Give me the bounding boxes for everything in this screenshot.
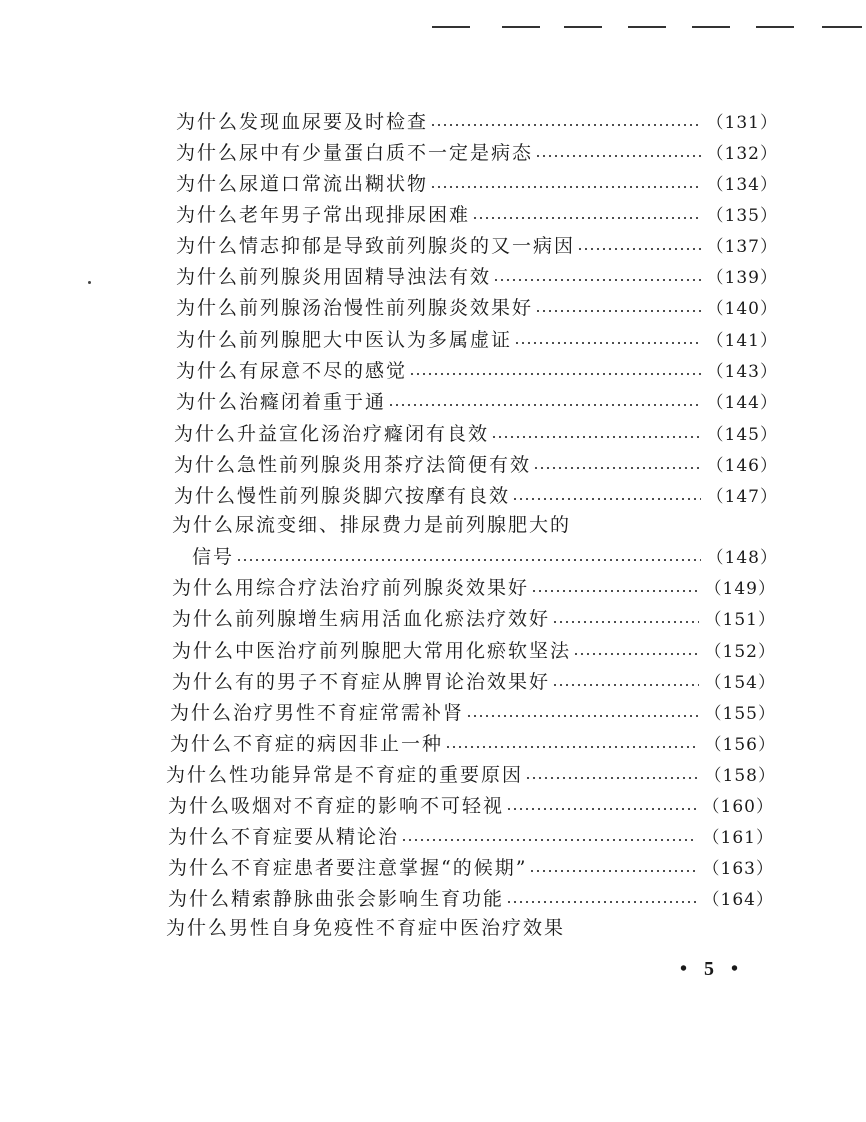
- dot-leader: [388, 404, 701, 406]
- toc-entry-title: 为什么尿中有少量蛋白质不一定是病态: [176, 141, 534, 164]
- toc-entry: [174, 451, 778, 475]
- toc-entry-title: 为什么尿道口常流出糊状物: [176, 172, 429, 195]
- toc-entry: [176, 170, 778, 194]
- toc-entry-page: （144）: [706, 392, 778, 413]
- toc-entry: [174, 420, 778, 444]
- toc-entry-title: 为什么前列腺增生病用活血化瘀法疗效好: [172, 607, 551, 630]
- toc-entry-title: 为什么不育症要从精论治: [168, 825, 400, 848]
- dot-leader: [512, 498, 701, 500]
- dot-leader: [409, 373, 701, 375]
- toc-entry-page: （134）: [706, 174, 778, 195]
- toc-entry-page: （148）: [706, 547, 778, 568]
- toc-entry: [176, 232, 778, 256]
- dot-leader: [506, 901, 697, 903]
- dot-leader: [535, 155, 701, 157]
- dot-leader: [430, 124, 701, 126]
- toc-entry-title: 为什么吸烟对不育症的影响不可轻视: [168, 794, 505, 817]
- dot-leader: [466, 715, 699, 717]
- toc-entry: [176, 263, 778, 287]
- toc-entry-page: （164）: [702, 889, 774, 910]
- toc-entry: [174, 482, 778, 506]
- toc-entry: [170, 730, 776, 754]
- dot-leader: [552, 684, 699, 686]
- toc-entry-page: （158）: [704, 765, 776, 786]
- toc-entry-title: 为什么前列腺肥大中医认为多属虚证: [176, 328, 513, 351]
- dot-leader: [529, 870, 696, 872]
- toc-entry-title: 为什么尿流变细、排尿费力是前列腺肥大的: [172, 514, 572, 536]
- toc-entry-page: （131）: [706, 112, 778, 133]
- toc-entry-page: （147）: [706, 486, 778, 507]
- dot-leader: [573, 653, 699, 655]
- toc-entry: [172, 574, 776, 598]
- toc-entry-title: 为什么精索静脉曲张会影响生育功能: [168, 887, 505, 910]
- toc-entry-title: 为什么情志抑郁是导致前列腺炎的又一病因: [176, 234, 576, 257]
- toc-entry-page: （132）: [706, 143, 778, 164]
- dot-leader: [472, 217, 701, 219]
- toc-entry: [170, 699, 776, 723]
- toc-entry: [176, 108, 778, 132]
- toc-entry-page: （141）: [706, 330, 778, 351]
- toc-entry-title: 为什么发现血尿要及时检查: [176, 110, 429, 133]
- toc-entry: [168, 792, 774, 816]
- toc-entry-title: 为什么男性自身免疫性不育症中医治疗效果: [166, 917, 566, 939]
- toc-entry-page: （151）: [704, 609, 776, 630]
- toc-entry: [176, 326, 778, 350]
- toc-entry-page: （160）: [702, 796, 774, 817]
- dot-leader: [525, 777, 699, 779]
- toc-entry: [192, 543, 778, 567]
- toc-entry: [168, 823, 774, 847]
- toc-entry: [166, 761, 776, 785]
- toc-entry: [168, 885, 774, 909]
- toc-entry-title: 为什么前列腺汤治慢性前列腺炎效果好: [176, 296, 534, 319]
- toc-entry-page: （145）: [706, 424, 778, 445]
- toc-entry-title: 为什么不育症患者要注意掌握“的候期”: [168, 856, 528, 879]
- dot-leader: [577, 248, 701, 250]
- toc-entry-title: 为什么中医治疗前列腺肥大常用化瘀软坚法: [172, 639, 572, 662]
- toc-entry: [176, 139, 778, 163]
- toc-entry: [176, 201, 778, 225]
- dot-leader: [533, 467, 701, 469]
- dot-leader: [493, 279, 701, 281]
- toc-entry-page: （140）: [706, 298, 778, 319]
- dot-leader: [535, 310, 701, 312]
- page-number: • 5 •: [680, 958, 745, 980]
- toc-entry-page: （152）: [704, 641, 776, 662]
- dot-leader: [445, 746, 699, 748]
- toc-entry: [168, 854, 774, 878]
- toc-entry-title: 为什么有尿意不尽的感觉: [176, 359, 408, 382]
- dot-leader: [514, 342, 701, 344]
- toc-entry: [176, 388, 778, 412]
- toc-entry: [176, 357, 778, 381]
- toc-entry-title: 为什么治疗男性不育症常需补肾: [170, 701, 465, 724]
- toc-entry: [172, 605, 776, 629]
- dot-leader: [552, 621, 699, 623]
- toc-entry-title: 为什么慢性前列腺炎脚穴按摩有良效: [174, 484, 511, 507]
- dot-leader: [491, 436, 701, 438]
- toc-entry-title: 为什么有的男子不育症从脾胃论治效果好: [172, 670, 551, 693]
- toc-entry: [172, 668, 776, 692]
- toc-entry-page: （154）: [704, 672, 776, 693]
- toc-entry-page: （146）: [706, 455, 778, 476]
- toc-entry-page: （139）: [706, 267, 778, 288]
- toc-entry-title: 为什么前列腺炎用固精导浊法有效: [176, 265, 492, 288]
- toc-entry-page: （155）: [704, 703, 776, 724]
- dot-leader: [531, 590, 699, 592]
- toc-entry-page: （156）: [704, 734, 776, 755]
- toc-entry-title: 为什么不育症的病因非止一种: [170, 732, 444, 755]
- dot-leader: [401, 839, 697, 841]
- toc-entry-page: （163）: [702, 858, 774, 879]
- dot-leader: [236, 559, 701, 561]
- toc-entry-page: （137）: [706, 236, 778, 257]
- dot-leader: [430, 186, 701, 188]
- toc-entry-page: （161）: [702, 827, 774, 848]
- toc-entry-title: 为什么用综合疗法治疗前列腺炎效果好: [172, 576, 530, 599]
- toc-entry-page: （143）: [706, 361, 778, 382]
- dot-leader: [506, 808, 697, 810]
- toc-entry-title: 为什么升益宣化汤治疗癃闭有良效: [174, 422, 490, 445]
- toc-entry-title: 为什么老年男子常出现排尿困难: [176, 203, 471, 226]
- toc-entry-continuation: 信号: [192, 545, 235, 568]
- toc-entry-title: 为什么性功能异常是不育症的重要原因: [166, 763, 524, 786]
- toc-entry: [176, 294, 778, 318]
- toc-entry-title: 为什么急性前列腺炎用茶疗法简便有效: [174, 453, 532, 476]
- toc-entry-page: （135）: [706, 205, 778, 226]
- toc-entry-page: （149）: [704, 578, 776, 599]
- toc-entry: [172, 637, 776, 661]
- toc-entry-title: 为什么治癃闭着重于通: [176, 390, 387, 413]
